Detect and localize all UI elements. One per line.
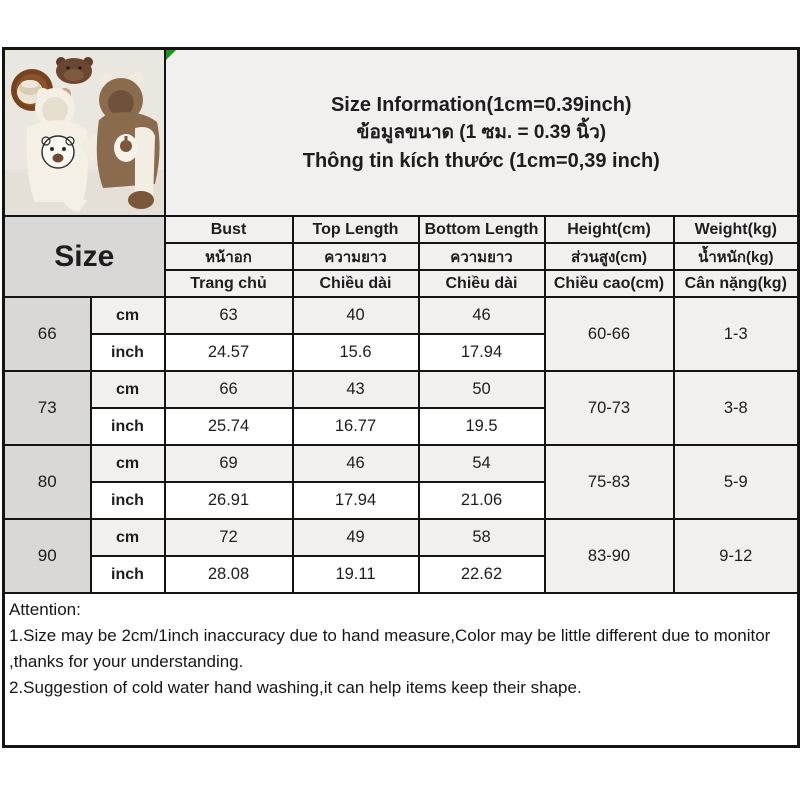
col-header-top-length-vi: Chiều dài (293, 270, 419, 297)
unit-label-inch: inch (91, 334, 165, 371)
baby-romper-photo-illustration (5, 50, 165, 215)
unit-label-inch: inch (91, 408, 165, 445)
top-length-inch-90: 19.11 (293, 556, 419, 593)
title-vietnamese: Thông tin kích thước (1cm=0,39 inch) (302, 149, 660, 172)
col-header-height-th: ส่วนสูง(cm) (545, 243, 674, 270)
col-header-height-en: Height(cm) (545, 216, 674, 243)
weight-range-73: 3-8 (674, 371, 799, 445)
attention-line-1: 1.Size may be 2cm/1inch inaccuracy due to hand measure,Color may be little different due to monitor ,thanks for your understanding. (9, 626, 771, 671)
top-length-cm-80: 46 (293, 445, 419, 482)
height-range-66: 60-66 (545, 297, 674, 371)
size-value-73: 73 (4, 371, 91, 445)
bottom-length-cm-90: 58 (419, 519, 545, 556)
bottom-length-inch-73: 19.5 (419, 408, 545, 445)
col-header-weight-th: น้ำหนัก(kg) (674, 243, 799, 270)
bust-cm-73: 66 (165, 371, 293, 408)
bust-cm-66: 63 (165, 297, 293, 334)
height-range-80: 75-83 (545, 445, 674, 519)
unit-label-cm: cm (91, 371, 165, 408)
col-header-weight-vi: Cân nặng(kg) (674, 270, 799, 297)
col-header-weight-en: Weight(kg) (674, 216, 799, 243)
col-header-bottom-length-en: Bottom Length (419, 216, 545, 243)
size-column-header: Size (4, 216, 165, 297)
bottom-length-cm-80: 54 (419, 445, 545, 482)
bottom-length-cm-73: 50 (419, 371, 545, 408)
top-length-inch-73: 16.77 (293, 408, 419, 445)
weight-range-80: 5-9 (674, 445, 799, 519)
col-header-top-length-th: ความยาว (293, 243, 419, 270)
unit-label-inch: inch (91, 482, 165, 519)
size-value-66: 66 (4, 297, 91, 371)
col-header-top-length-en: Top Length (293, 216, 419, 243)
unit-label-inch: inch (91, 556, 165, 593)
attention-heading: Attention: (9, 600, 81, 619)
weight-range-90: 9-12 (674, 519, 799, 593)
col-header-height-vi: Chiều cao(cm) (545, 270, 674, 297)
top-length-inch-66: 15.6 (293, 334, 419, 371)
product-photo (4, 49, 165, 217)
unit-label-cm: cm (91, 519, 165, 556)
bottom-length-inch-66: 17.94 (419, 334, 545, 371)
title-english: Size Information(1cm=0.39inch) (330, 93, 632, 116)
bust-cm-90: 72 (165, 519, 293, 556)
top-length-cm-73: 43 (293, 371, 419, 408)
attention-note (4, 593, 799, 747)
bottom-length-cm-66: 46 (419, 297, 545, 334)
top-length-cm-90: 49 (293, 519, 419, 556)
col-header-bottom-length-th: ความยาว (419, 243, 545, 270)
height-range-90: 83-90 (545, 519, 674, 593)
col-header-bust-vi: Trang chủ (165, 270, 293, 297)
col-header-bottom-length-vi: Chiều dài (419, 270, 545, 297)
bust-inch-80: 26.91 (165, 482, 293, 519)
title-thai: ข้อมูลขนาด (1 ซม. = 0.39 นิ้ว) (356, 121, 607, 143)
bust-cm-80: 69 (165, 445, 293, 482)
size-information-title (165, 49, 799, 217)
bust-inch-66: 24.57 (165, 334, 293, 371)
green-corner-flag-icon (166, 50, 176, 60)
top-length-cm-66: 40 (293, 297, 419, 334)
attention-line-2: 2.Suggestion of cold water hand washing,it can help items keep their shape. (9, 678, 582, 697)
top-length-inch-80: 17.94 (293, 482, 419, 519)
size-value-80: 80 (4, 445, 91, 519)
bust-inch-90: 28.08 (165, 556, 293, 593)
bust-inch-73: 25.74 (165, 408, 293, 445)
size-chart-table (2, 47, 800, 748)
size-value-90: 90 (4, 519, 91, 593)
unit-label-cm: cm (91, 445, 165, 482)
weight-range-66: 1-3 (674, 297, 799, 371)
col-header-bust-en: Bust (165, 216, 293, 243)
bottom-length-inch-80: 21.06 (419, 482, 545, 519)
height-range-73: 70-73 (545, 371, 674, 445)
unit-label-cm: cm (91, 297, 165, 334)
col-header-bust-th: หน้าอก (165, 243, 293, 270)
bottom-length-inch-90: 22.62 (419, 556, 545, 593)
